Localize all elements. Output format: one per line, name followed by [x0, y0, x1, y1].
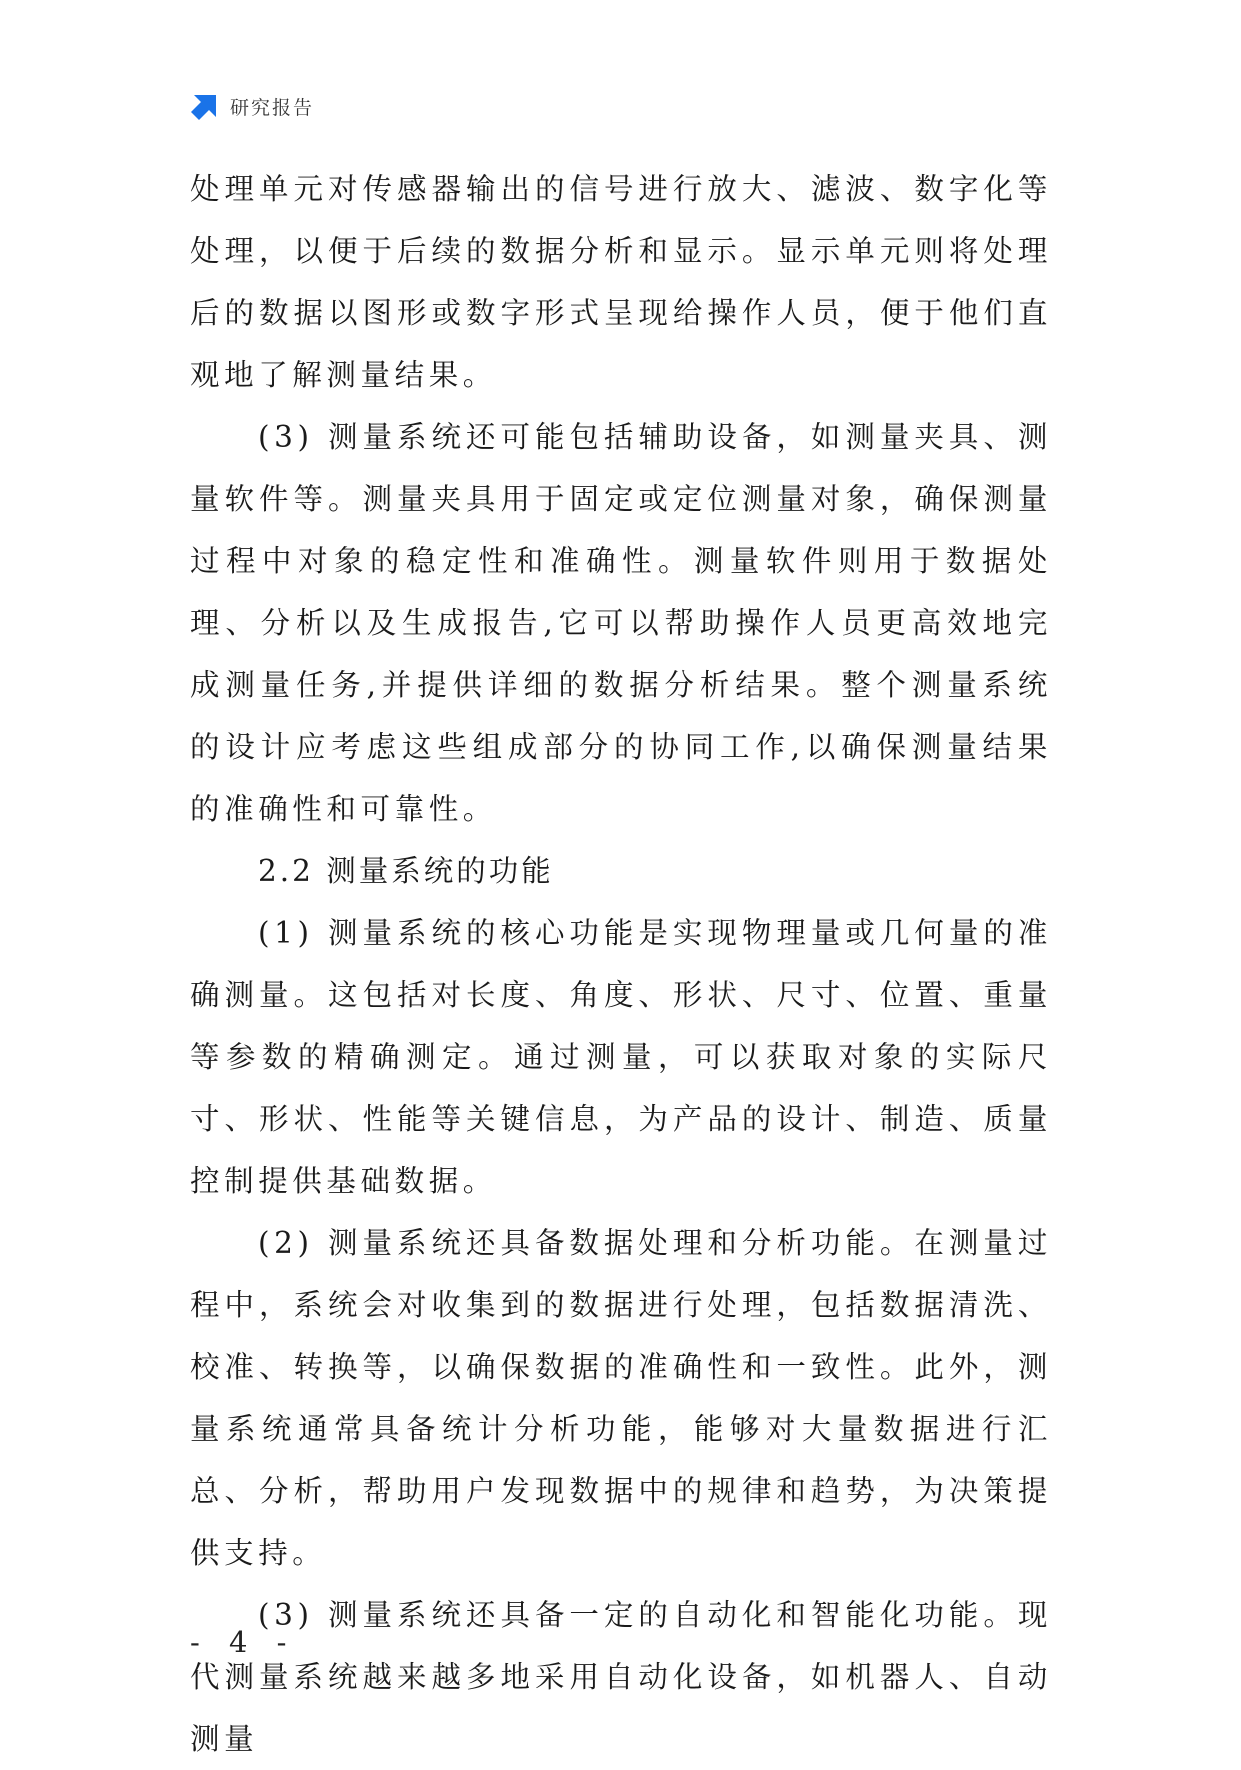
document-body	[190, 158, 1052, 1770]
page-header	[190, 90, 314, 122]
arrow-up-right-logo-icon	[190, 91, 220, 121]
paragraph-core-function: (1) 测量系统的核心功能是实现物理量或几何量的准确测量。这包括对长度、角度、形状、尺寸、位置、重量等参数的精确测定。通过测量，可以获取对象的实际尺寸、形状、性能等关键信息，为产品的设计、制造、质量控制提供基础数据。	[190, 916, 1052, 1198]
paragraph-auxiliary-equipment: (3) 测量系统还可能包括辅助设备，如测量夹具、测量软件等。测量夹具用于固定或定位测量对象，确保测量过程中对象的稳定性和准确性。测量软件则用于数据处理、分析以及生成报告,它可以帮助操作人员更高效地完成测量任务,并提供详细的数据分析结果。整个测量系统的设计应考虑这些组成部分的协同工作,以确保测量结果的准确性和可靠性。	[190, 420, 1052, 826]
paragraph-data-processing: (2) 测量系统还具备数据处理和分析功能。在测量过程中，系统会对收集到的数据进行处理，包括数据清洗、校准、转换等，以确保数据的准确性和一致性。此外，测量系统通常具备统计分析功能，能够对大量数据进行汇总、分析，帮助用户发现数据中的规律和趋势，为决策提供支持。	[190, 1226, 1052, 1570]
paragraph-processing-display: 处理单元对传感器输出的信号进行放大、滤波、数字化等处理，以便于后续的数据分析和显示。显示单元则将处理后的数据以图形或数字形式呈现给操作人员，便于他们直观地了解测量结果。	[190, 172, 1052, 392]
section-heading: 2.2 测量系统的功能	[258, 854, 554, 888]
header-title: 研究报告	[230, 96, 315, 119]
paragraph-automation: (3) 测量系统还具备一定的自动化和智能化功能。现代测量系统越来越多地采用自动化设备，如机器人、自动测量	[190, 1598, 1052, 1756]
page-number: - 4 -	[190, 1625, 297, 1659]
